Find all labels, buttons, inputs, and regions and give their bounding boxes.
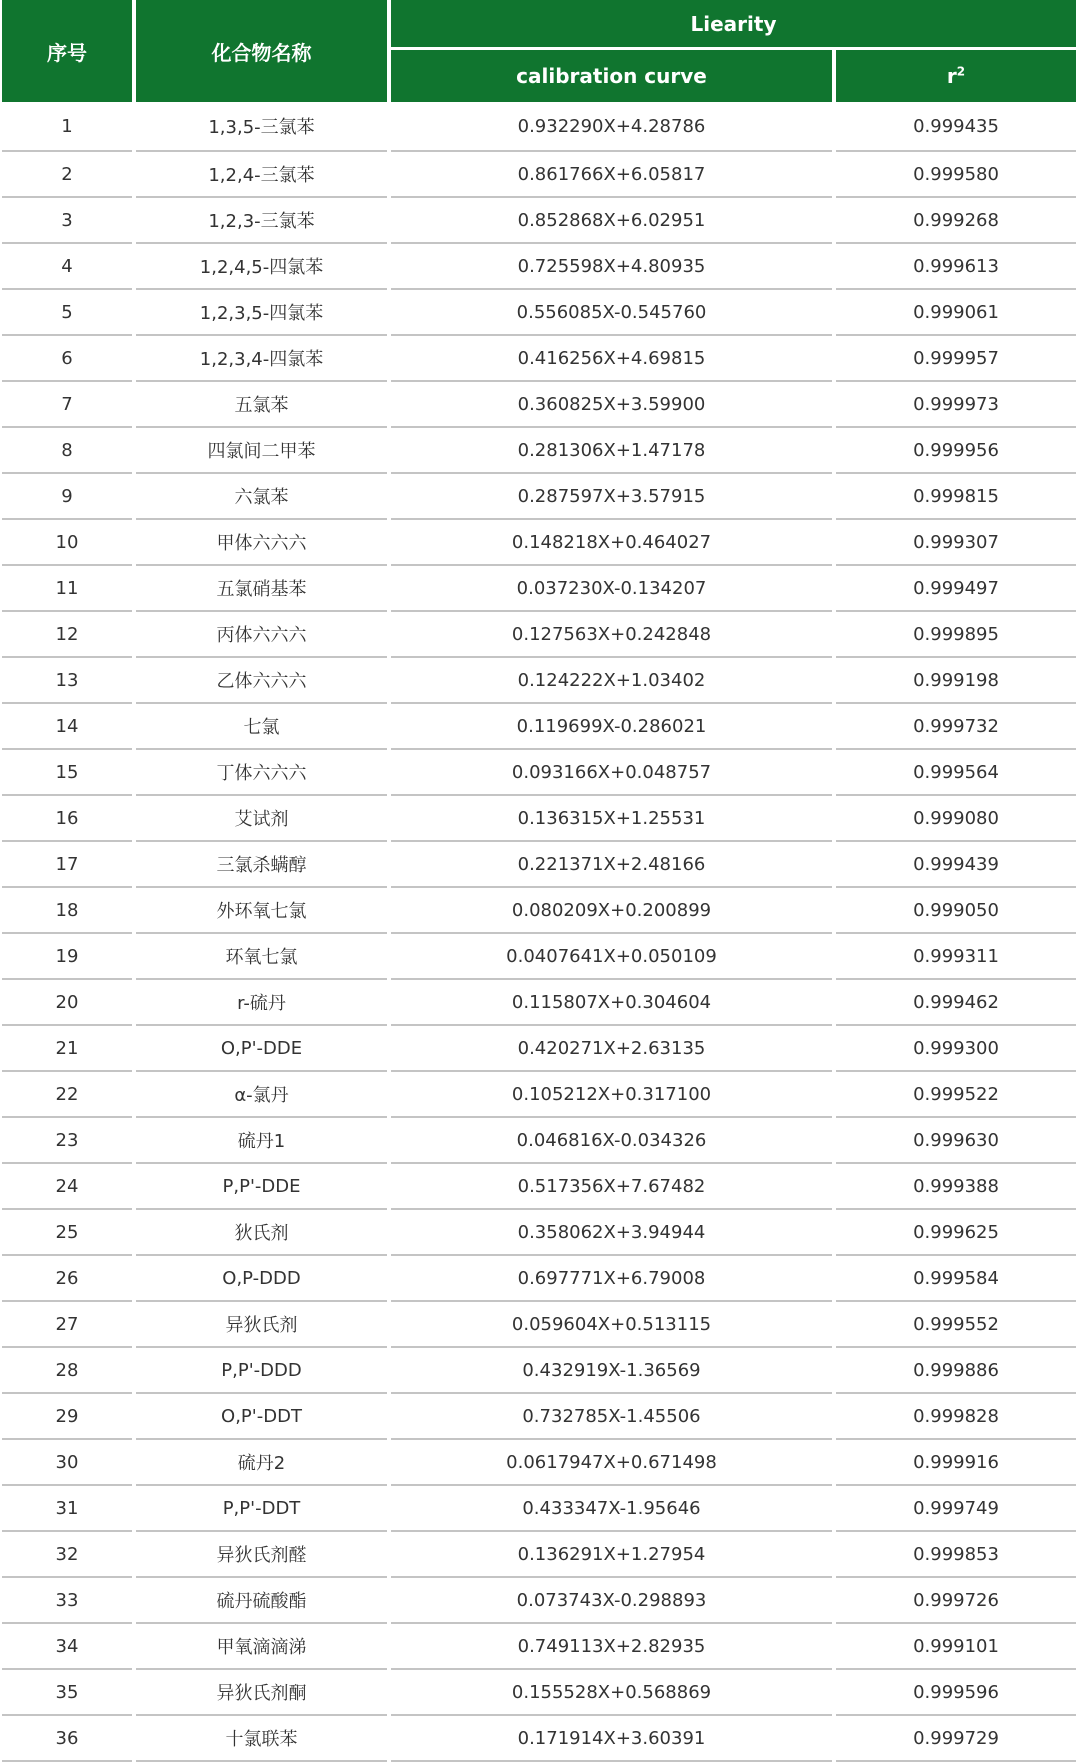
cell-compound-name: 十氯联苯 xyxy=(136,1716,387,1762)
cell-r-squared: 0.999552 xyxy=(836,1302,1076,1348)
table-row xyxy=(2,980,1076,1026)
cell-r-squared: 0.999973 xyxy=(836,382,1076,428)
cell-index: 23 xyxy=(2,1118,132,1164)
cell-r-squared: 0.999630 xyxy=(836,1118,1076,1164)
table-row xyxy=(2,796,1076,842)
cell-r-squared: 0.999749 xyxy=(836,1486,1076,1532)
cell-compound-name: 甲氧滴滴涕 xyxy=(136,1624,387,1670)
table-header xyxy=(2,0,1076,102)
cell-r-squared: 0.999957 xyxy=(836,336,1076,382)
cell-r-squared: 0.999584 xyxy=(836,1256,1076,1302)
cell-calibration-curve: 0.0617947X+0.671498 xyxy=(391,1440,832,1486)
table-row xyxy=(2,1256,1076,1302)
header-r-squared-base: r xyxy=(946,64,957,89)
cell-calibration-curve: 0.221371X+2.48166 xyxy=(391,842,832,888)
table-row xyxy=(2,658,1076,704)
cell-calibration-curve: 0.127563X+0.242848 xyxy=(391,612,832,658)
table-row xyxy=(2,336,1076,382)
table-body xyxy=(2,102,1076,1762)
cell-index: 8 xyxy=(2,428,132,474)
cell-compound-name: 1,2,3-三氯苯 xyxy=(136,198,387,244)
header-calibration-curve: calibration curve xyxy=(391,50,832,102)
cell-compound-name: 硫丹2 xyxy=(136,1440,387,1486)
cell-index: 35 xyxy=(2,1670,132,1716)
cell-index: 36 xyxy=(2,1716,132,1762)
cell-calibration-curve: 0.046816X-0.034326 xyxy=(391,1118,832,1164)
cell-compound-name: 1,2,4,5-四氯苯 xyxy=(136,244,387,290)
table-row xyxy=(2,382,1076,428)
cell-compound-name: 环氧七氯 xyxy=(136,934,387,980)
cell-index: 15 xyxy=(2,750,132,796)
cell-compound-name: 五氯硝基苯 xyxy=(136,566,387,612)
cell-calibration-curve: 0.697771X+6.79008 xyxy=(391,1256,832,1302)
cell-index: 1 xyxy=(2,102,132,152)
cell-index: 2 xyxy=(2,152,132,198)
cell-compound-name: P,P'-DDE xyxy=(136,1164,387,1210)
cell-r-squared: 0.999300 xyxy=(836,1026,1076,1072)
cell-index: 16 xyxy=(2,796,132,842)
cell-r-squared: 0.999101 xyxy=(836,1624,1076,1670)
cell-compound-name: 异狄氏剂 xyxy=(136,1302,387,1348)
table-row xyxy=(2,1348,1076,1394)
cell-index: 27 xyxy=(2,1302,132,1348)
cell-calibration-curve: 0.136291X+1.27954 xyxy=(391,1532,832,1578)
cell-calibration-curve: 0.037230X-0.134207 xyxy=(391,566,832,612)
table-row xyxy=(2,1072,1076,1118)
cell-calibration-curve: 0.416256X+4.69815 xyxy=(391,336,832,382)
cell-r-squared: 0.999613 xyxy=(836,244,1076,290)
cell-calibration-curve: 0.358062X+3.94944 xyxy=(391,1210,832,1256)
header-r-squared xyxy=(836,50,1076,102)
table-row xyxy=(2,1578,1076,1624)
cell-r-squared: 0.999895 xyxy=(836,612,1076,658)
cell-calibration-curve: 0.433347X-1.95646 xyxy=(391,1486,832,1532)
cell-r-squared: 0.999439 xyxy=(836,842,1076,888)
cell-r-squared: 0.999307 xyxy=(836,520,1076,566)
header-r-squared-sup: 2 xyxy=(956,64,966,79)
cell-calibration-curve: 0.124222X+1.03402 xyxy=(391,658,832,704)
cell-index: 5 xyxy=(2,290,132,336)
cell-calibration-curve: 0.059604X+0.513115 xyxy=(391,1302,832,1348)
cell-index: 17 xyxy=(2,842,132,888)
cell-calibration-curve: 0.932290X+4.28786 xyxy=(391,102,832,152)
cell-compound-name: 四氯间二甲苯 xyxy=(136,428,387,474)
cell-index: 24 xyxy=(2,1164,132,1210)
cell-compound-name: r-硫丹 xyxy=(136,980,387,1026)
cell-index: 33 xyxy=(2,1578,132,1624)
cell-calibration-curve: 0.171914X+3.60391 xyxy=(391,1716,832,1762)
cell-calibration-curve: 0.432919X-1.36569 xyxy=(391,1348,832,1394)
cell-calibration-curve: 0.119699X-0.286021 xyxy=(391,704,832,750)
cell-index: 34 xyxy=(2,1624,132,1670)
cell-index: 13 xyxy=(2,658,132,704)
header-compound-name: 化合物名称 xyxy=(136,0,387,102)
cell-calibration-curve: 0.093166X+0.048757 xyxy=(391,750,832,796)
table-row xyxy=(2,1118,1076,1164)
cell-calibration-curve: 0.281306X+1.47178 xyxy=(391,428,832,474)
cell-r-squared: 0.999435 xyxy=(836,102,1076,152)
cell-calibration-curve: 0.287597X+3.57915 xyxy=(391,474,832,520)
cell-compound-name: 七氯 xyxy=(136,704,387,750)
table-row xyxy=(2,244,1076,290)
table-row xyxy=(2,1394,1076,1440)
cell-compound-name: P,P'-DDT xyxy=(136,1486,387,1532)
cell-index: 28 xyxy=(2,1348,132,1394)
cell-compound-name: 乙体六六六 xyxy=(136,658,387,704)
cell-calibration-curve: 0.852868X+6.02951 xyxy=(391,198,832,244)
cell-calibration-curve: 0.080209X+0.200899 xyxy=(391,888,832,934)
table-row xyxy=(2,474,1076,520)
cell-r-squared: 0.999580 xyxy=(836,152,1076,198)
table-row xyxy=(2,1716,1076,1762)
cell-compound-name: O,P'-DDT xyxy=(136,1394,387,1440)
cell-calibration-curve: 0.360825X+3.59900 xyxy=(391,382,832,428)
table-row xyxy=(2,290,1076,336)
cell-r-squared: 0.999729 xyxy=(836,1716,1076,1762)
cell-r-squared: 0.999853 xyxy=(836,1532,1076,1578)
table-row xyxy=(2,520,1076,566)
cell-r-squared: 0.999886 xyxy=(836,1348,1076,1394)
cell-r-squared: 0.999080 xyxy=(836,796,1076,842)
cell-r-squared: 0.999732 xyxy=(836,704,1076,750)
cell-compound-name: 异狄氏剂醛 xyxy=(136,1532,387,1578)
cell-compound-name: 五氯苯 xyxy=(136,382,387,428)
cell-index: 32 xyxy=(2,1532,132,1578)
cell-calibration-curve: 0.155528X+0.568869 xyxy=(391,1670,832,1716)
cell-r-squared: 0.999462 xyxy=(836,980,1076,1026)
cell-index: 22 xyxy=(2,1072,132,1118)
cell-calibration-curve: 0.115807X+0.304604 xyxy=(391,980,832,1026)
table-row xyxy=(2,1670,1076,1716)
cell-compound-name: 异狄氏剂酮 xyxy=(136,1670,387,1716)
cell-r-squared: 0.999726 xyxy=(836,1578,1076,1624)
cell-calibration-curve: 0.420271X+2.63135 xyxy=(391,1026,832,1072)
cell-index: 31 xyxy=(2,1486,132,1532)
cell-compound-name: 1,2,4-三氯苯 xyxy=(136,152,387,198)
cell-r-squared: 0.999061 xyxy=(836,290,1076,336)
cell-index: 7 xyxy=(2,382,132,428)
cell-compound-name: 1,3,5-三氯苯 xyxy=(136,102,387,152)
cell-compound-name: O,P-DDD xyxy=(136,1256,387,1302)
cell-r-squared: 0.999828 xyxy=(836,1394,1076,1440)
cell-calibration-curve: 0.732785X-1.45506 xyxy=(391,1394,832,1440)
cell-r-squared: 0.999815 xyxy=(836,474,1076,520)
cell-index: 21 xyxy=(2,1026,132,1072)
table-row xyxy=(2,152,1076,198)
cell-compound-name: α-氯丹 xyxy=(136,1072,387,1118)
cell-compound-name: 狄氏剂 xyxy=(136,1210,387,1256)
cell-index: 14 xyxy=(2,704,132,750)
cell-r-squared: 0.999388 xyxy=(836,1164,1076,1210)
cell-r-squared: 0.999497 xyxy=(836,566,1076,612)
cell-compound-name: 外环氧七氯 xyxy=(136,888,387,934)
cell-index: 10 xyxy=(2,520,132,566)
cell-r-squared: 0.999268 xyxy=(836,198,1076,244)
cell-index: 9 xyxy=(2,474,132,520)
cell-calibration-curve: 0.0407641X+0.050109 xyxy=(391,934,832,980)
cell-calibration-curve: 0.136315X+1.25531 xyxy=(391,796,832,842)
cell-calibration-curve: 0.749113X+2.82935 xyxy=(391,1624,832,1670)
cell-calibration-curve: 0.105212X+0.317100 xyxy=(391,1072,832,1118)
table-row xyxy=(2,934,1076,980)
cell-index: 18 xyxy=(2,888,132,934)
cell-index: 30 xyxy=(2,1440,132,1486)
cell-index: 29 xyxy=(2,1394,132,1440)
cell-index: 25 xyxy=(2,1210,132,1256)
table-row xyxy=(2,1532,1076,1578)
cell-compound-name: 丁体六六六 xyxy=(136,750,387,796)
cell-compound-name: 硫丹1 xyxy=(136,1118,387,1164)
table-row xyxy=(2,1302,1076,1348)
cell-calibration-curve: 0.725598X+4.80935 xyxy=(391,244,832,290)
cell-calibration-curve: 0.556085X-0.545760 xyxy=(391,290,832,336)
table-row xyxy=(2,1624,1076,1670)
cell-r-squared: 0.999564 xyxy=(836,750,1076,796)
table-row xyxy=(2,888,1076,934)
cell-r-squared: 0.999050 xyxy=(836,888,1076,934)
cell-compound-name: 丙体六六六 xyxy=(136,612,387,658)
cell-index: 11 xyxy=(2,566,132,612)
table-row xyxy=(2,1026,1076,1072)
cell-compound-name: 1,2,3,5-四氯苯 xyxy=(136,290,387,336)
cell-compound-name: P,P'-DDD xyxy=(136,1348,387,1394)
cell-calibration-curve: 0.148218X+0.464027 xyxy=(391,520,832,566)
cell-r-squared: 0.999311 xyxy=(836,934,1076,980)
table-row xyxy=(2,1440,1076,1486)
cell-r-squared: 0.999916 xyxy=(836,1440,1076,1486)
table-row xyxy=(2,1210,1076,1256)
cell-index: 6 xyxy=(2,336,132,382)
cell-compound-name: 艾试剂 xyxy=(136,796,387,842)
cell-index: 12 xyxy=(2,612,132,658)
cell-calibration-curve: 0.861766X+6.05817 xyxy=(391,152,832,198)
cell-index: 19 xyxy=(2,934,132,980)
cell-r-squared: 0.999956 xyxy=(836,428,1076,474)
cell-index: 3 xyxy=(2,198,132,244)
cell-compound-name: 硫丹硫酸酯 xyxy=(136,1578,387,1624)
cell-r-squared: 0.999625 xyxy=(836,1210,1076,1256)
table-row xyxy=(2,704,1076,750)
cell-compound-name: 三氯杀螨醇 xyxy=(136,842,387,888)
table-row xyxy=(2,842,1076,888)
table-row xyxy=(2,428,1076,474)
header-index: 序号 xyxy=(2,0,132,102)
cell-index: 20 xyxy=(2,980,132,1026)
cell-compound-name: O,P'-DDE xyxy=(136,1026,387,1072)
table-row xyxy=(2,1164,1076,1210)
cell-r-squared: 0.999198 xyxy=(836,658,1076,704)
cell-compound-name: 六氯苯 xyxy=(136,474,387,520)
cell-index: 4 xyxy=(2,244,132,290)
cell-compound-name: 1,2,3,4-四氯苯 xyxy=(136,336,387,382)
table-row xyxy=(2,566,1076,612)
cell-compound-name: 甲体六六六 xyxy=(136,520,387,566)
table-row xyxy=(2,750,1076,796)
cell-index: 26 xyxy=(2,1256,132,1302)
table-row xyxy=(2,612,1076,658)
table-row xyxy=(2,1486,1076,1532)
header-linearity-group: Liearity xyxy=(391,0,1076,50)
cell-r-squared: 0.999596 xyxy=(836,1670,1076,1716)
table-row xyxy=(2,198,1076,244)
table-row xyxy=(2,102,1076,152)
cell-r-squared: 0.999522 xyxy=(836,1072,1076,1118)
cell-calibration-curve: 0.073743X-0.298893 xyxy=(391,1578,832,1624)
cell-calibration-curve: 0.517356X+7.67482 xyxy=(391,1164,832,1210)
